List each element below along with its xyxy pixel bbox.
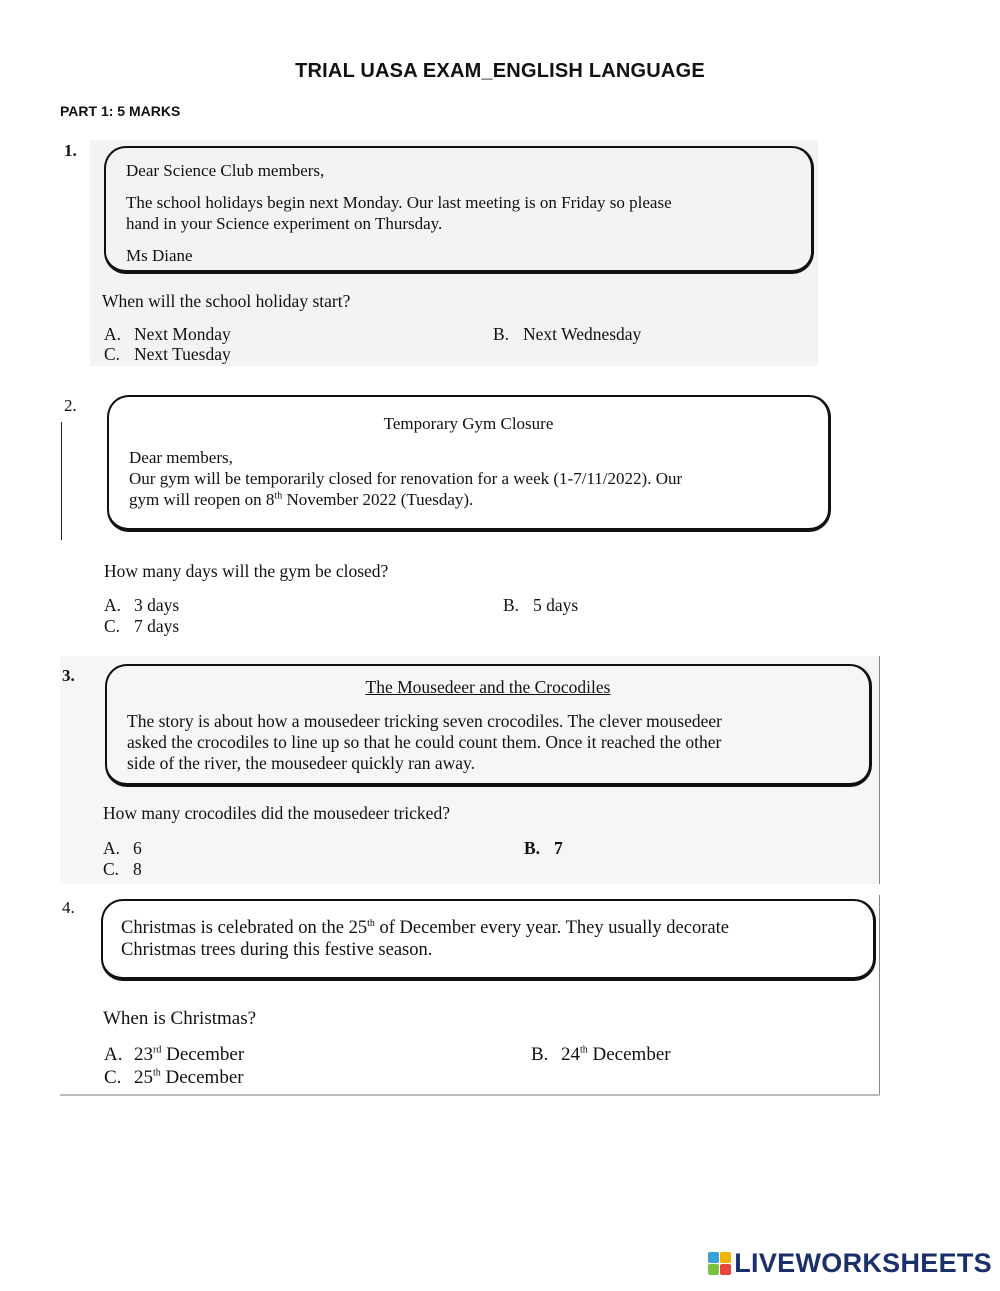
q4-info-box <box>101 899 876 981</box>
q2-option-c-letter: C. <box>104 616 121 636</box>
q2-option-b-letter: B. <box>503 595 520 615</box>
q2-option-a[interactable] <box>104 595 179 616</box>
q2-scan-edge-line <box>61 422 62 540</box>
q4-option-c-text: December <box>160 1067 244 1088</box>
liveworksheets-logo <box>708 1248 992 1279</box>
q1-notice-box <box>104 146 814 274</box>
q4-option-b-text: December <box>587 1044 671 1065</box>
q2-option-b[interactable] <box>503 595 578 616</box>
q3-option-b-letter: B. <box>524 838 541 858</box>
q3-story-box <box>105 664 872 787</box>
q1-line-3: hand in your Science experiment on Thursday. <box>126 214 443 233</box>
q3-scan-right-edge <box>879 656 880 884</box>
q3-option-c[interactable] <box>103 859 142 880</box>
q1-question: When will the school holiday start? <box>102 291 351 311</box>
q2-line-3-sup: th <box>274 490 283 502</box>
logo-square-1 <box>708 1252 719 1263</box>
q2-line-3-a: gym will reopen on 8 <box>129 490 275 509</box>
q2-notice-box <box>107 395 831 532</box>
q4-line-2: Christmas trees during this festive season. <box>121 940 433 960</box>
q1-line-2: The school holidays begin next Monday. Our last meeting is on Friday so please <box>126 193 672 212</box>
q1-option-c-text: Next Tuesday <box>134 344 231 364</box>
q4-line-1-a: Christmas is celebrated on the 25 <box>121 918 368 938</box>
q4-option-b-sup: th <box>580 1044 588 1056</box>
q2-option-b-text: 5 days <box>533 595 579 615</box>
logo-square-4 <box>720 1264 731 1275</box>
q4-line-1 <box>121 917 855 939</box>
q1-option-b-text: Next Wednesday <box>523 324 642 344</box>
q1-option-a-text: Next Monday <box>134 324 231 344</box>
logo-square-2 <box>720 1252 731 1263</box>
q1-number: 1. <box>64 141 77 160</box>
logo-square-3 <box>708 1264 719 1275</box>
q2-option-a-text: 3 days <box>134 595 180 615</box>
q2-line-2: Our gym will be temporarily closed for renovation for a week (1-7/11/2022). Our <box>129 469 683 488</box>
q4-line-1-sup: th <box>367 917 375 929</box>
logo-text: LIVEWORKSHEETS <box>734 1248 992 1278</box>
q3-heading: The Mousedeer and the Crocodiles <box>365 677 611 697</box>
q4-option-a-num: 23 <box>134 1044 153 1065</box>
q3-option-a-text: 6 <box>133 838 142 858</box>
q3-option-b[interactable] <box>524 838 563 859</box>
q2-heading: Temporary Gym Closure <box>383 414 554 433</box>
q2-option-a-letter: A. <box>104 595 122 615</box>
q2-line-1: Dear members, <box>129 448 233 467</box>
q4-option-c-sup: th <box>153 1067 161 1079</box>
q2-number: 2. <box>64 396 77 415</box>
q1-option-b-letter: B. <box>493 324 510 344</box>
q3-option-b-text: 7 <box>554 838 563 858</box>
q4-option-a[interactable] <box>104 1044 244 1066</box>
q4-option-b-num: 24 <box>561 1044 580 1065</box>
q3-line-2: asked the crocodiles to line up so that he could count them. Once it reached the other <box>127 732 722 752</box>
page-title: TRIAL UASA EXAM_ENGLISH LANGUAGE <box>295 60 705 82</box>
q1-option-a-letter: A. <box>104 324 122 344</box>
q3-option-a-letter: A. <box>103 838 121 858</box>
q4-option-a-letter: A. <box>104 1044 123 1065</box>
q3-line-1: The story is about how a mousedeer tricking seven crocodiles. The clever mousedeer <box>127 711 722 731</box>
q4-option-c-num: 25 <box>134 1067 153 1088</box>
q1-option-c[interactable] <box>104 344 231 365</box>
q4-option-a-sup: rd <box>153 1044 162 1056</box>
q1-option-a[interactable] <box>104 324 231 345</box>
q1-line-1: Dear Science Club members, <box>126 161 325 180</box>
q3-line-3: side of the river, the mousedeer quickly ran away. <box>127 753 476 773</box>
q3-option-a[interactable] <box>103 838 142 859</box>
q4-scan-right-edge <box>879 895 880 1095</box>
q2-line-3 <box>129 489 808 510</box>
q3-option-c-letter: C. <box>103 859 120 879</box>
q1-option-b[interactable] <box>493 324 641 345</box>
q4-question: When is Christmas? <box>103 1008 257 1029</box>
q2-line-3-b: November 2022 (Tuesday). <box>282 490 474 509</box>
logo-mark-icon <box>708 1252 731 1275</box>
q2-option-c-text: 7 days <box>134 616 180 636</box>
q4-number: 4. <box>62 898 75 917</box>
part-heading: PART 1: 5 MARKS <box>60 103 181 119</box>
q4-option-b[interactable] <box>531 1044 671 1066</box>
q4-option-b-letter: B. <box>531 1044 549 1065</box>
q4-option-c[interactable] <box>104 1067 244 1089</box>
q3-question: How many crocodiles did the mousedeer tricked? <box>103 803 450 823</box>
q4-option-a-text: December <box>161 1044 245 1065</box>
q2-question: How many days will the gym be closed? <box>104 561 389 581</box>
q4-line-1-b: of December every year. They usually decorate <box>374 918 729 938</box>
q1-option-c-letter: C. <box>104 344 121 364</box>
q4-scan-bottom-edge <box>60 1094 880 1096</box>
q2-option-c[interactable] <box>104 616 179 637</box>
q4-option-c-letter: C. <box>104 1067 122 1088</box>
q1-line-4: Ms Diane <box>126 246 193 265</box>
q3-number: 3. <box>62 666 75 685</box>
q3-option-c-text: 8 <box>133 859 142 879</box>
